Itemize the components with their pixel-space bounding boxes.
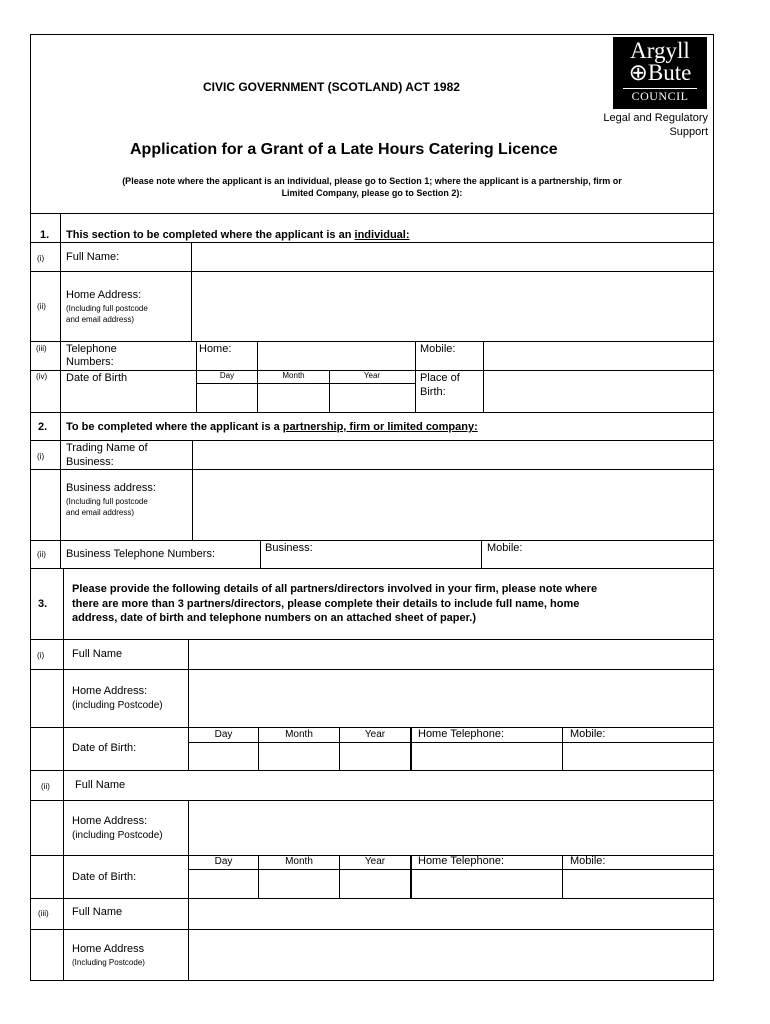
business-mobile-label: Mobile: bbox=[487, 542, 523, 554]
partner-item-iii: (iii) bbox=[38, 909, 49, 918]
partner-item-ii: (ii) bbox=[41, 782, 50, 791]
place-of-birth-field[interactable] bbox=[484, 371, 713, 411]
home-phone-label: Home: bbox=[199, 343, 232, 355]
partner1-dob-month-field[interactable] bbox=[259, 743, 338, 769]
partner2-mobile-label: Mobile: bbox=[570, 855, 606, 867]
partner3-home-address-note: (Including Postcode) bbox=[72, 958, 145, 967]
dept-line2: Support bbox=[669, 126, 708, 138]
partner2-home-address-label: Home Address: bbox=[72, 815, 148, 827]
partner2-home-address-note: (including Postcode) bbox=[72, 830, 163, 841]
business-address-label: Business address: bbox=[66, 482, 156, 494]
section3-text2: there are more than 3 partners/directors, please complete their details to include full name, home bbox=[72, 598, 580, 610]
partner2-year-label: Year bbox=[364, 856, 386, 867]
partner3-full-name-label: Full Name bbox=[72, 906, 123, 918]
council-logo: Argyll ⊕Bute COUNCIL bbox=[613, 37, 707, 109]
dob-day-field[interactable] bbox=[197, 384, 256, 411]
partner2-dob-year-field[interactable] bbox=[340, 870, 409, 897]
home-address-field[interactable] bbox=[192, 272, 713, 340]
section3-number: 3. bbox=[38, 598, 48, 610]
section2-heading: To be completed where the applicant is a partnership, firm or limited company: bbox=[66, 421, 478, 433]
partner1-home-address-label: Home Address: bbox=[72, 685, 148, 697]
partner1-home-tel-label: Home Telephone: bbox=[418, 728, 505, 740]
partner1-home-address-note: (including Postcode) bbox=[72, 700, 163, 711]
partner-item-i: (i) bbox=[37, 651, 45, 660]
dob-month-field[interactable] bbox=[258, 384, 328, 411]
home-address-label: Home Address: bbox=[66, 289, 142, 301]
partner1-dob-year-field[interactable] bbox=[340, 743, 409, 769]
item-i: (i) bbox=[37, 254, 45, 263]
partner2-month-label: Month bbox=[285, 856, 313, 867]
business-address-field[interactable] bbox=[193, 470, 713, 539]
telephone-label: Telephone bbox=[66, 343, 117, 355]
section2-number: 2. bbox=[38, 421, 48, 433]
note-line2: Limited Company, please go to Section 2): bbox=[281, 188, 463, 198]
partner2-home-tel-label: Home Telephone: bbox=[418, 855, 505, 867]
partner2-full-name-label: Full Name bbox=[75, 779, 126, 791]
partner1-home-address-field[interactable] bbox=[189, 670, 713, 726]
dob-year-label: Year bbox=[363, 371, 381, 380]
partner2-home-address-field[interactable] bbox=[189, 801, 713, 854]
item-iii: (iii) bbox=[36, 344, 47, 353]
business-phone-field[interactable] bbox=[261, 541, 480, 567]
section1-heading: This section to be completed where the applicant is an individual: bbox=[66, 229, 410, 241]
partner2-full-name-field[interactable] bbox=[189, 771, 713, 799]
partner1-full-name-label: Full Name bbox=[72, 648, 123, 660]
partner2-day-label: Day bbox=[214, 856, 233, 867]
partner3-home-address-field[interactable] bbox=[189, 930, 713, 980]
mobile-label: Mobile: bbox=[420, 343, 456, 355]
partner1-dob-day-field[interactable] bbox=[189, 743, 257, 769]
section3-text1: Please provide the following details of all partners/directors involved in your firm, please note where bbox=[72, 583, 598, 595]
business-phone-label: Business: bbox=[265, 542, 313, 554]
partner1-day-label: Day bbox=[214, 729, 233, 740]
dob-day-label: Day bbox=[219, 371, 235, 380]
full-name-label: Full Name: bbox=[66, 251, 120, 263]
dept-line1: Legal and Regulatory bbox=[603, 112, 708, 124]
home-address-note1: (Including full postcode bbox=[66, 304, 148, 313]
full-name-field[interactable] bbox=[192, 243, 713, 271]
partner1-dob-label: Date of Birth: bbox=[72, 742, 137, 754]
mobile-field[interactable] bbox=[484, 342, 713, 370]
section1-number: 1. bbox=[40, 229, 50, 241]
partner1-year-label: Year bbox=[364, 729, 386, 740]
trading-name-label: Trading Name of bbox=[66, 442, 148, 454]
partner2-dob-label: Date of Birth: bbox=[72, 871, 137, 883]
telephone-label-2: Numbers: bbox=[66, 356, 114, 368]
dob-label: Date of Birth bbox=[66, 372, 128, 384]
dob-month-label: Month bbox=[282, 371, 305, 380]
dob-year-field[interactable] bbox=[330, 384, 414, 411]
item-i: (i) bbox=[37, 452, 45, 461]
item-ii: (ii) bbox=[37, 302, 46, 311]
partner1-home-tel-field[interactable] bbox=[412, 743, 561, 769]
section3-text3: address, date of birth and telephone numbers on an attached sheet of paper.) bbox=[72, 612, 477, 624]
partner2-dob-month-field[interactable] bbox=[259, 870, 338, 897]
act-title: CIVIC GOVERNMENT (SCOTLAND) ACT 1982 bbox=[203, 80, 460, 94]
partner2-home-tel-field[interactable] bbox=[412, 870, 561, 897]
partner1-mobile-field[interactable] bbox=[563, 743, 713, 769]
partner3-full-name-field[interactable] bbox=[189, 899, 713, 928]
partner1-full-name-field[interactable] bbox=[189, 640, 713, 668]
place-of-birth-label: Place of bbox=[420, 372, 460, 384]
partner3-home-address-label: Home Address bbox=[72, 943, 145, 955]
business-mobile-field[interactable] bbox=[482, 541, 713, 567]
partner1-mobile-label: Mobile: bbox=[570, 728, 606, 740]
home-address-note2: and email address) bbox=[66, 315, 135, 324]
trading-name-field[interactable] bbox=[193, 441, 713, 469]
partner2-dob-day-field[interactable] bbox=[189, 870, 257, 897]
form-title: Application for a Grant of a Late Hours Catering Licence bbox=[130, 141, 558, 158]
item-iv: (iv) bbox=[36, 372, 48, 381]
business-phones-label: Business Telephone Numbers: bbox=[66, 548, 215, 560]
business-address-note2: and email address) bbox=[66, 508, 135, 517]
partner1-month-label: Month bbox=[285, 729, 313, 740]
place-of-birth-label-2: Birth: bbox=[420, 386, 446, 398]
partner2-mobile-field[interactable] bbox=[563, 870, 713, 897]
note-line1: (Please note where the applicant is an individual, please go to Section 1; where the applicant is a partnership, firm or bbox=[122, 176, 622, 186]
business-address-note1: (Including full postcode bbox=[66, 497, 148, 506]
home-phone-field[interactable] bbox=[258, 342, 414, 370]
trading-name-label-2: Business: bbox=[66, 456, 114, 468]
item-ii: (ii) bbox=[37, 550, 46, 559]
